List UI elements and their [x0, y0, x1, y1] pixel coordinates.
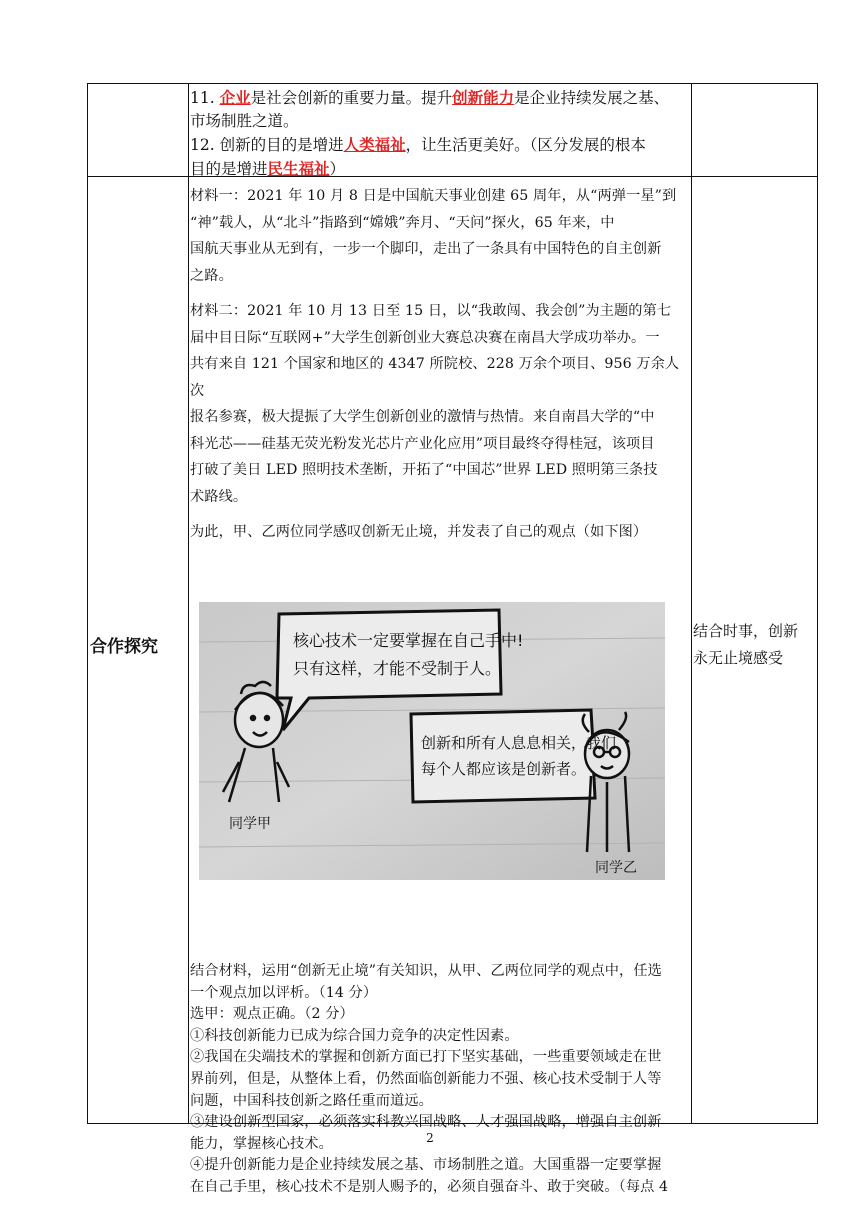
- text-line: 之路。: [190, 267, 233, 284]
- material-2: [190, 298, 691, 510]
- side-note-line: 结合时事，创新: [693, 622, 799, 640]
- qa-line: ①科技创新能力已成为综合国力竞争的决定性因素。: [190, 1027, 519, 1044]
- side-note-line: 永无止境感受: [693, 649, 784, 667]
- qa-line: 在自己手里，核心技术不是别人赐予的，必须自强奋斗、敢于突破。（每点 4: [190, 1178, 669, 1195]
- point-11-line1: 11. 企业是社会创新的重要力量。提升创新能力是企业持续发展之基、: [190, 88, 670, 107]
- qa-line: 选甲：观点正确。（2 分）: [190, 1006, 354, 1023]
- text-line: 共有来自 121 个国家和地区的 4347 所院校、228 万余个项目、956 万余人次: [190, 356, 680, 399]
- text-line: 材料二：2021 年 10 月 13 日至 15 日，以“我敢闯、我会创”为主题的第七: [190, 303, 672, 319]
- bubble-a-line: 只有这样，才能不受制于人。: [293, 659, 502, 678]
- qa-line: 能力，掌握核心技术。: [190, 1135, 333, 1152]
- point-12-line1: 12. 创新的目的是增进人类福祉，让生活更美好。（区分发展的根本: [190, 135, 646, 154]
- bubble-b-line: 创新和所有人息息相关，我们: [421, 734, 617, 752]
- qa-line: 问题，中国科技创新之路任重而道远。: [190, 1092, 433, 1109]
- qa-line: ③建设创新型国家，必须落实科教兴国战略、人才强国战略，增强自主创新: [190, 1114, 662, 1131]
- qa-line: 界前列，但是，从整体上看，仍然面临创新能力不强、核心技术受制于人等: [190, 1070, 662, 1087]
- student-a-label: 同学甲: [229, 816, 271, 832]
- qa-line: 一个观点加以评析。（14 分）: [190, 984, 378, 1001]
- cartoon-photo: [199, 602, 665, 880]
- qa-line: ④提升创新能力是企业持续发展之基、市场制胜之道。大国重器一定要掌握: [190, 1157, 662, 1174]
- section-label: 合作探究: [90, 637, 158, 657]
- document-table: [87, 83, 818, 1195]
- bubble-b-line: 每个人都应该是创新者。: [421, 760, 587, 778]
- main-content: [189, 177, 691, 1195]
- intro-text: 为此，甲、乙两位同学感叹创新无止境，并发表了自己的观点（如下图）: [190, 524, 648, 540]
- text-line: 报名参赛，极大提振了大学生创新创业的激情与热情。来自南昌大学的“中: [190, 409, 655, 425]
- material-1: [190, 183, 691, 289]
- qa-line: 结合材料，运用“创新无止境”有关知识，从甲、乙两位同学的观点中，任选: [190, 963, 662, 979]
- text-line: 打破了美日 LED 照明技术垄断，开拓了“中国芯”世界 LED 照明第三条技: [190, 462, 658, 478]
- text-line: 科光芯——硅基无荧光粉发光芯片产业化应用”项目最终夺得桂冠，该项目: [190, 435, 655, 452]
- qa-line: ②我国在尖端技术的掌握和创新方面已打下坚实基础，一些重要领域走在世: [190, 1049, 662, 1066]
- side-note: [693, 618, 819, 672]
- column-divider-2: [691, 84, 692, 1123]
- text-line: 届中目日际“互联网+”大学生创新创业大赛总决赛在南昌大学成功举办。一: [190, 329, 660, 346]
- point-11-line2: 市场制胜之道。: [190, 112, 299, 130]
- student-b-label: 同学乙: [595, 860, 637, 876]
- point-12-line2: 目的是增进民生福祉）: [190, 159, 346, 178]
- question-answer: [190, 961, 690, 1199]
- text-line: 材料一：2021 年 10 月 8 日是中国航天事业创建 65 周年，从“两弹一星”到: [190, 188, 677, 204]
- text-line: 术路线。: [190, 488, 248, 505]
- text-line: 国航天事业从无到有，一步一个脚印，走出了一条具有中国特色的自主创新: [190, 241, 662, 257]
- bubble-a-line: 核心技术一定要掌握在自己手中!: [293, 631, 524, 650]
- summary-points: [189, 86, 691, 176]
- page-number: 2: [426, 1131, 434, 1145]
- text-line: “神”载人，从“北斗”指路到“嫦娥”奔月、“天问”探火，65 年来，中: [190, 214, 615, 231]
